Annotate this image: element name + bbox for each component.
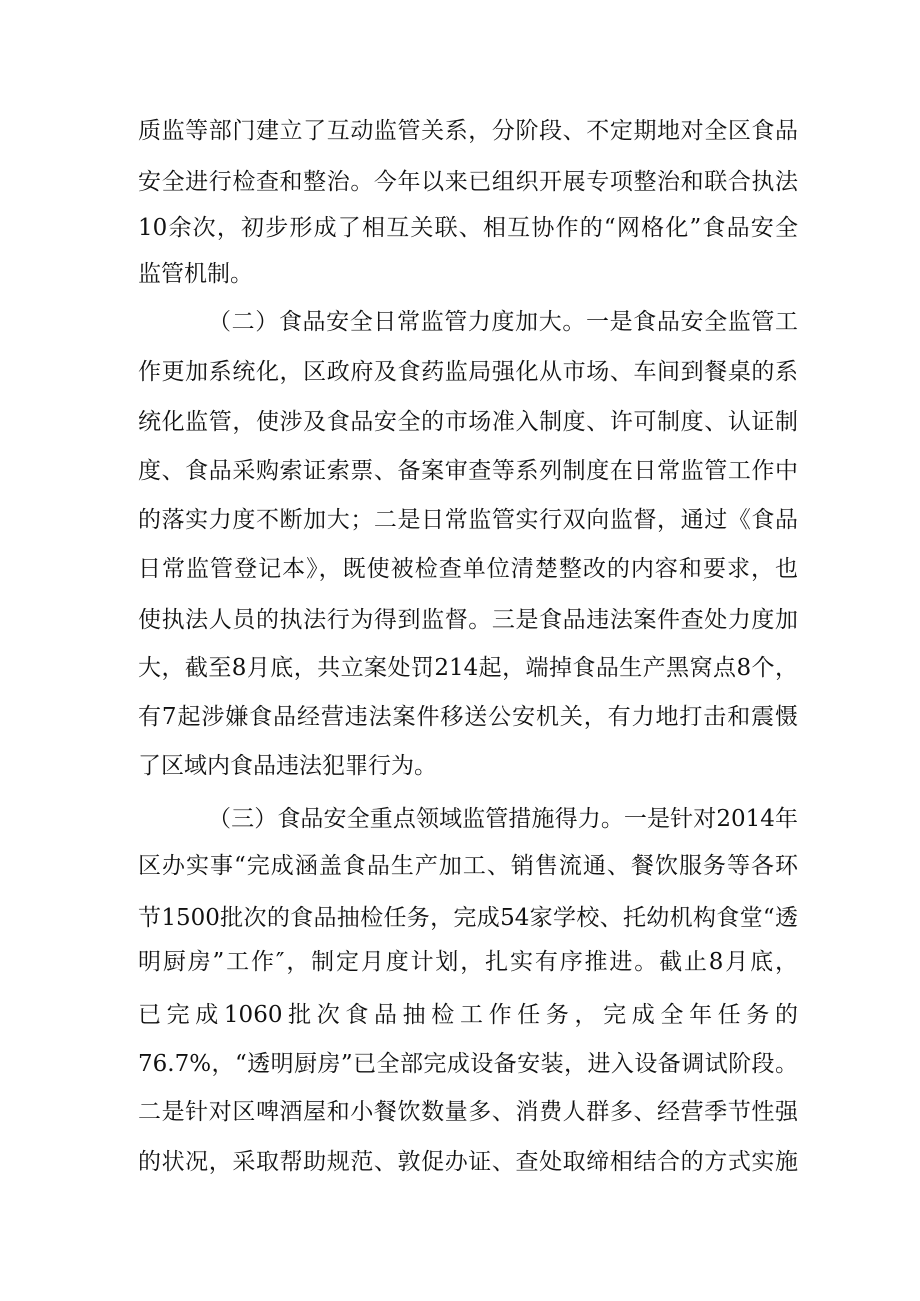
text-line: 区办实事“完成涵盖食品生产加工、销售流通、餐饮服务等各环	[138, 853, 798, 879]
text-line: 度、食品采购索证索票、备案审查等系列制度在日常监管工作中	[138, 458, 798, 484]
text-line: 76.7%，“透明厨房”已全部完成设备安装，进入设备调试阶段。	[138, 1051, 798, 1077]
text-line: 的落实力度不断加大；二是日常监管实行双向监督，通过《食品	[138, 507, 798, 533]
text-line: 明厨房”工作″，制定月度计划，扎实有序推进。截止8月底，	[138, 949, 798, 975]
text-line: 安全进行检查和整治。今年以来已组织开展专项整治和联合执法	[138, 169, 798, 195]
text-line: 有7起涉嫌食品经营违法案件移送公安机关，有力地打击和震慑	[138, 704, 798, 730]
text-line: 二是针对区啤酒屋和小餐饮数量多、消费人群多、经营季节性强	[138, 1099, 798, 1125]
paragraph-heading-line: （三）食品安全重点领域监管措施得力。一是针对2014年	[208, 806, 798, 832]
text-line: 10余次，初步形成了相互关联、相互协作的“网格化”食品安全	[138, 215, 798, 241]
text-line: 已完成1060批次食品抽检工作任务，完成全年任务的	[138, 1002, 798, 1028]
text-line: 作更加系统化，区政府及食药监局强化从市场、车间到餐桌的系	[138, 359, 798, 385]
text-line: 节1500批次的食品抽检任务，完成54家学校、托幼机构食堂“透	[138, 905, 798, 931]
text-line: 日常监管登记本》，既使被检查单位清楚整改的内容和要求，也	[138, 556, 798, 582]
text-line: 的状况，采取帮助规范、敦促办证、查处取缔相结合的方式实施	[138, 1149, 798, 1175]
text-line: 质监等部门建立了互动监管关系，分阶段、不定期地对全区食品	[138, 118, 798, 144]
text-line: 使执法人员的执法行为得到监督。三是食品违法案件查处力度加	[138, 607, 798, 633]
text-line: 了区域内食品违法犯罪行为。	[138, 753, 437, 779]
paragraph-heading-line: （二）食品安全日常监管力度加大。一是食品安全监管工	[208, 309, 798, 335]
text-line: 统化监管，使涉及食品安全的市场准入制度、许可制度、认证制	[138, 409, 798, 435]
text-line: 监管机制。	[138, 261, 253, 287]
text-line: 大，截至8月底，共立案处罚214起，端掉食品生产黑窝点8个，	[138, 655, 798, 681]
